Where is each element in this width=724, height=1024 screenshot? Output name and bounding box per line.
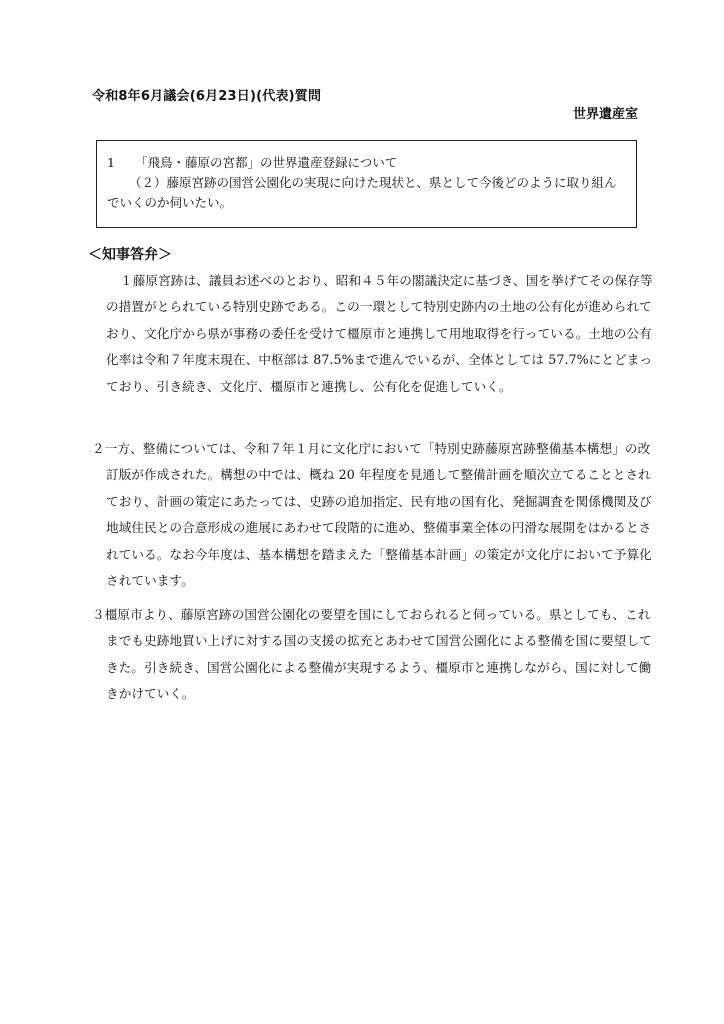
answer-paragraph-3: ３橿原市より、藤原宮跡の国営公園化の要望を国にしておられると伺っている。県としても、これまでも史跡地買い上げに対する国の支援の拡充とあわせて国営公園化による整備を国に要望してきた。引き続き、国営公園化による整備が実現するよう、橿原市と連携しながら、国に対して働きかけていく。 xyxy=(92,607,652,702)
question-body: （２）藤原宮跡の国営公園化の実現に向けた現状と、県として今後どのように取り組んでいくのか伺いたい。 xyxy=(107,175,617,210)
department-name: 世界遺産室 xyxy=(572,107,638,122)
question-number: 1 xyxy=(107,155,115,170)
answer-paragraph-1: １藤原宮跡は、議員お述べのとおり、昭和４５年の閣議決定に基づき、国を挙げてその保存等の措置がとられている特別史跡である。この一環として特別史跡内の土地の公有化が進められており、文化庁から県が事務の委任を受けて橿原市と連携して用地取得を行っている。土地の公有化率は令和７年度末現在、中枢部は 87.5%まで進んでいるが、全体としては 57.7%にとどまっており、引き続き、文化庁、橿原市と連携し、公有化を促進していく。 xyxy=(106,273,653,394)
question-box xyxy=(96,140,637,228)
answer-heading: ＜知事答弁＞ xyxy=(88,247,172,263)
question-topic: 「飛鳥・藤原の宮都」の世界遺産登録について xyxy=(135,155,398,170)
answer-paragraph-2: ２一方、整備については、令和７年１月に文化庁において「特別史跡藤原宮跡整備基本構想」の改訂版が作成された。構想の中では、概ね 20 年程度を見通して整備計画を順次立てることとされており、計画の策定にあたっては、史跡の追加指定、民有地の国有化、発掘調査を関係機関及び地域住民との合意形成の進展にあわせて段階的に進め、整備事業全体の円滑な展開をはかるとされている。なお今年度は、基本構想を踏まえた「整備基本計画」の策定が文化庁において予算化されています。 xyxy=(92,441,652,589)
question-topic-line xyxy=(107,153,622,173)
document-title: 令和8年6月議会(6月23日)(代表)質問 xyxy=(92,89,322,104)
